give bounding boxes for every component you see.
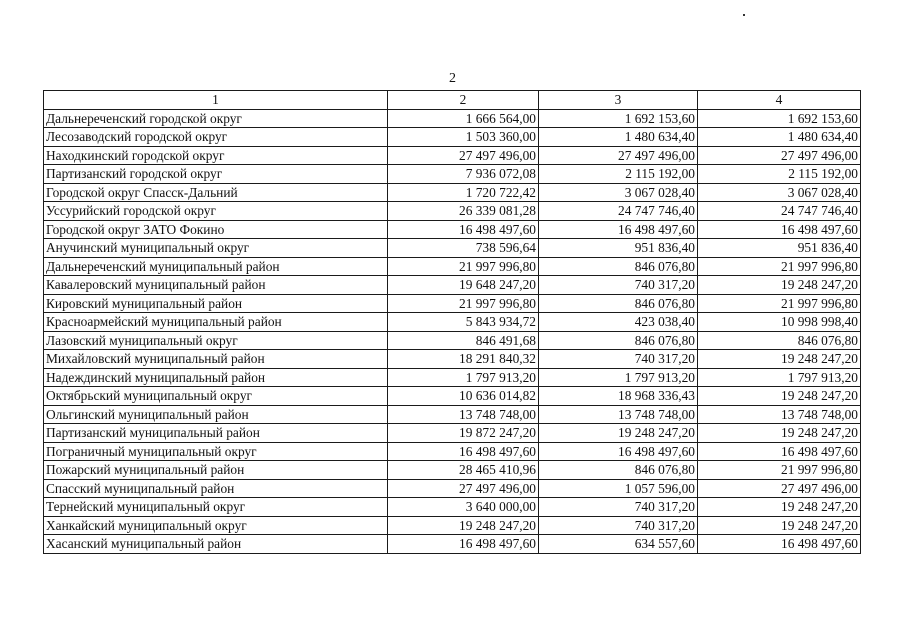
municipality-name-cell: Пожарский муниципальный район [44, 461, 388, 480]
value-column-2-cell: 846 491,68 [388, 331, 539, 350]
value-column-4-cell: 1 480 634,40 [698, 128, 861, 147]
municipality-name-cell: Октябрьский муниципальный округ [44, 387, 388, 406]
municipality-name-cell: Надеждинский муниципальный район [44, 368, 388, 387]
table-row [44, 442, 861, 461]
value-column-3-cell: 18 968 336,43 [539, 387, 698, 406]
value-column-2-cell: 19 872 247,20 [388, 424, 539, 443]
value-column-4-cell: 19 248 247,20 [698, 516, 861, 535]
value-column-3-cell: 1 057 596,00 [539, 479, 698, 498]
value-column-3-cell: 3 067 028,40 [539, 183, 698, 202]
value-column-2-cell: 16 498 497,60 [388, 535, 539, 554]
value-column-3-cell: 740 317,20 [539, 276, 698, 295]
value-column-2-cell: 19 648 247,20 [388, 276, 539, 295]
column-header-1: 1 [44, 91, 388, 110]
value-column-3-cell: 846 076,80 [539, 294, 698, 313]
table-row [44, 387, 861, 406]
value-column-4-cell: 19 248 247,20 [698, 498, 861, 517]
value-column-3-cell: 27 497 496,00 [539, 146, 698, 165]
column-header-2: 2 [388, 91, 539, 110]
table-row [44, 257, 861, 276]
municipality-name-cell: Уссурийский городской округ [44, 202, 388, 221]
table-row [44, 350, 861, 369]
municipality-name-cell: Дальнереченский муниципальный район [44, 257, 388, 276]
municipality-name-cell: Хасанский муниципальный район [44, 535, 388, 554]
value-column-2-cell: 19 248 247,20 [388, 516, 539, 535]
value-column-3-cell: 2 115 192,00 [539, 165, 698, 184]
municipality-name-cell: Пограничный муниципальный округ [44, 442, 388, 461]
table-row [44, 516, 861, 535]
municipality-name-cell: Тернейский муниципальный округ [44, 498, 388, 517]
municipality-name-cell: Ханкайский муниципальный округ [44, 516, 388, 535]
table-row [44, 202, 861, 221]
value-column-3-cell: 846 076,80 [539, 331, 698, 350]
value-column-3-cell: 19 248 247,20 [539, 424, 698, 443]
value-column-3-cell: 1 692 153,60 [539, 109, 698, 128]
municipality-name-cell: Кировский муниципальный район [44, 294, 388, 313]
value-column-2-cell: 5 843 934,72 [388, 313, 539, 332]
table-header-row [44, 91, 861, 110]
value-column-2-cell: 26 339 081,28 [388, 202, 539, 221]
value-column-4-cell: 19 248 247,20 [698, 424, 861, 443]
value-column-2-cell: 16 498 497,60 [388, 442, 539, 461]
value-column-3-cell: 740 317,20 [539, 516, 698, 535]
value-column-4-cell: 10 998 998,40 [698, 313, 861, 332]
table-row [44, 128, 861, 147]
value-column-3-cell: 1 797 913,20 [539, 368, 698, 387]
table-row [44, 183, 861, 202]
value-column-2-cell: 27 497 496,00 [388, 479, 539, 498]
value-column-4-cell: 19 248 247,20 [698, 276, 861, 295]
table-row [44, 313, 861, 332]
value-column-3-cell: 13 748 748,00 [539, 405, 698, 424]
value-column-3-cell: 846 076,80 [539, 257, 698, 276]
value-column-2-cell: 7 936 072,08 [388, 165, 539, 184]
table-row [44, 498, 861, 517]
value-column-3-cell: 634 557,60 [539, 535, 698, 554]
municipality-name-cell: Лазовский муниципальный округ [44, 331, 388, 350]
value-column-3-cell: 740 317,20 [539, 498, 698, 517]
municipality-name-cell: Городской округ Спасск-Дальний [44, 183, 388, 202]
municipality-name-cell: Партизанский муниципальный район [44, 424, 388, 443]
table-row [44, 239, 861, 258]
value-column-4-cell: 21 997 996,80 [698, 294, 861, 313]
table-row [44, 424, 861, 443]
value-column-2-cell: 28 465 410,96 [388, 461, 539, 480]
table-body [44, 91, 861, 554]
value-column-4-cell: 13 748 748,00 [698, 405, 861, 424]
page-number: 2 [449, 71, 456, 86]
table-row [44, 461, 861, 480]
value-column-4-cell: 21 997 996,80 [698, 461, 861, 480]
scan-speck [743, 14, 745, 16]
value-column-4-cell: 1 797 913,20 [698, 368, 861, 387]
value-column-3-cell: 951 836,40 [539, 239, 698, 258]
table-row [44, 535, 861, 554]
municipality-name-cell: Дальнереченский городской округ [44, 109, 388, 128]
value-column-2-cell: 21 997 996,80 [388, 257, 539, 276]
value-column-4-cell: 19 248 247,20 [698, 350, 861, 369]
table-row [44, 109, 861, 128]
value-column-4-cell: 3 067 028,40 [698, 183, 861, 202]
value-column-3-cell: 423 038,40 [539, 313, 698, 332]
value-column-4-cell: 16 498 497,60 [698, 220, 861, 239]
value-column-3-cell: 1 480 634,40 [539, 128, 698, 147]
value-column-4-cell: 951 836,40 [698, 239, 861, 258]
value-column-2-cell: 738 596,64 [388, 239, 539, 258]
value-column-2-cell: 10 636 014,82 [388, 387, 539, 406]
value-column-4-cell: 27 497 496,00 [698, 146, 861, 165]
value-column-4-cell: 1 692 153,60 [698, 109, 861, 128]
municipality-name-cell: Красноармейский муниципальный район [44, 313, 388, 332]
municipality-name-cell: Лесозаводский городской округ [44, 128, 388, 147]
table-row [44, 165, 861, 184]
table-row [44, 220, 861, 239]
value-column-2-cell: 21 997 996,80 [388, 294, 539, 313]
value-column-2-cell: 27 497 496,00 [388, 146, 539, 165]
municipality-name-cell: Партизанский городской округ [44, 165, 388, 184]
value-column-3-cell: 24 747 746,40 [539, 202, 698, 221]
value-column-4-cell: 24 747 746,40 [698, 202, 861, 221]
value-column-4-cell: 16 498 497,60 [698, 442, 861, 461]
value-column-3-cell: 16 498 497,60 [539, 220, 698, 239]
table-row [44, 294, 861, 313]
value-column-2-cell: 1 797 913,20 [388, 368, 539, 387]
value-column-4-cell: 27 497 496,00 [698, 479, 861, 498]
column-header-4: 4 [698, 91, 861, 110]
column-header-3: 3 [539, 91, 698, 110]
table-row [44, 146, 861, 165]
value-column-4-cell: 2 115 192,00 [698, 165, 861, 184]
value-column-2-cell: 1 666 564,00 [388, 109, 539, 128]
value-column-3-cell: 16 498 497,60 [539, 442, 698, 461]
value-column-3-cell: 846 076,80 [539, 461, 698, 480]
table-row [44, 479, 861, 498]
value-column-2-cell: 13 748 748,00 [388, 405, 539, 424]
municipality-name-cell: Михайловский муниципальный район [44, 350, 388, 369]
table-row [44, 276, 861, 295]
municipality-name-cell: Ольгинский муниципальный район [44, 405, 388, 424]
allocation-table [43, 90, 861, 554]
value-column-2-cell: 1 720 722,42 [388, 183, 539, 202]
table-row [44, 405, 861, 424]
municipality-name-cell: Кавалеровский муниципальный район [44, 276, 388, 295]
municipality-name-cell: Находкинский городской округ [44, 146, 388, 165]
value-column-2-cell: 1 503 360,00 [388, 128, 539, 147]
value-column-2-cell: 3 640 000,00 [388, 498, 539, 517]
table-row [44, 368, 861, 387]
municipality-name-cell: Спасский муниципальный район [44, 479, 388, 498]
table-row [44, 331, 861, 350]
value-column-4-cell: 21 997 996,80 [698, 257, 861, 276]
value-column-3-cell: 740 317,20 [539, 350, 698, 369]
value-column-4-cell: 846 076,80 [698, 331, 861, 350]
value-column-4-cell: 16 498 497,60 [698, 535, 861, 554]
value-column-2-cell: 18 291 840,32 [388, 350, 539, 369]
municipality-name-cell: Городской округ ЗАТО Фокино [44, 220, 388, 239]
value-column-2-cell: 16 498 497,60 [388, 220, 539, 239]
value-column-4-cell: 19 248 247,20 [698, 387, 861, 406]
municipality-name-cell: Анучинский муниципальный округ [44, 239, 388, 258]
